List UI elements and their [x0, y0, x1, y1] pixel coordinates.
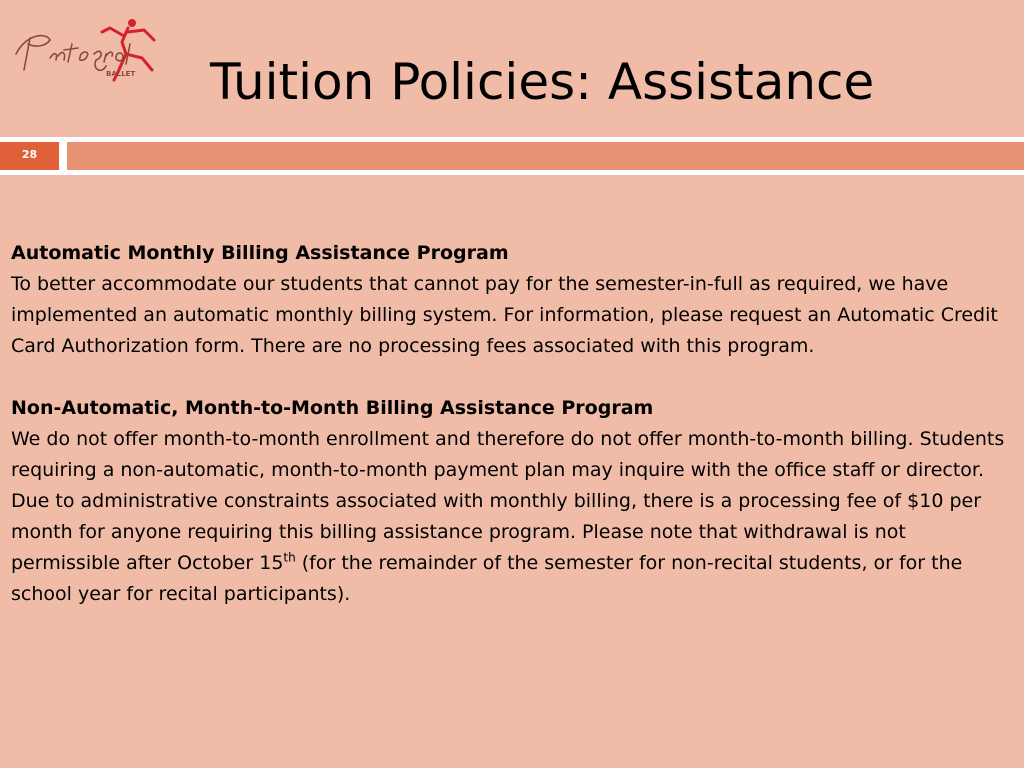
integral-ballet-dancer-icon [6, 14, 162, 88]
slide-number: 28 [21, 148, 38, 161]
svg-text:BALLET: BALLET [106, 70, 136, 78]
section-heading: Automatic Monthly Billing Assistance Program [11, 242, 509, 264]
section-body: To better accommodate our students that cannot pay for the semester-in-full as required, we have implemented an automatic monthly billing system. For information, please request an Automatic Credit Card Authorization form. There are no processing fees associated with this program. [11, 273, 998, 357]
section-body-text-continued: (for the remainder of the semester for non-recital students, or for the school year for recital participants). [11, 552, 963, 605]
integral-ballet-logo [6, 14, 162, 88]
slide-title: Tuition Policies: Assistance [210, 53, 875, 111]
section-body [11, 424, 1016, 610]
section-automatic-billing [11, 238, 1016, 362]
header-accent-bar [67, 142, 1024, 170]
section-heading: Non-Automatic, Month-to-Month Billing Assistance Program [11, 397, 654, 419]
section-body-text: We do not offer month-to-month enrollment and therefore do not offer month-to-month billing. Students requiring a non-automatic, month-to-month payment plan may inquire with the office staff or director. Due to administrative constraints associated with monthly billing, there is a processing fee of $10 per month for anyone requiring this billing assistance program. Please note that withdrawal is not permissible after October 15 [11, 428, 1005, 574]
section-non-automatic-billing [11, 393, 1016, 610]
slide-content [11, 238, 1016, 610]
ordinal-superscript: th [283, 550, 296, 565]
